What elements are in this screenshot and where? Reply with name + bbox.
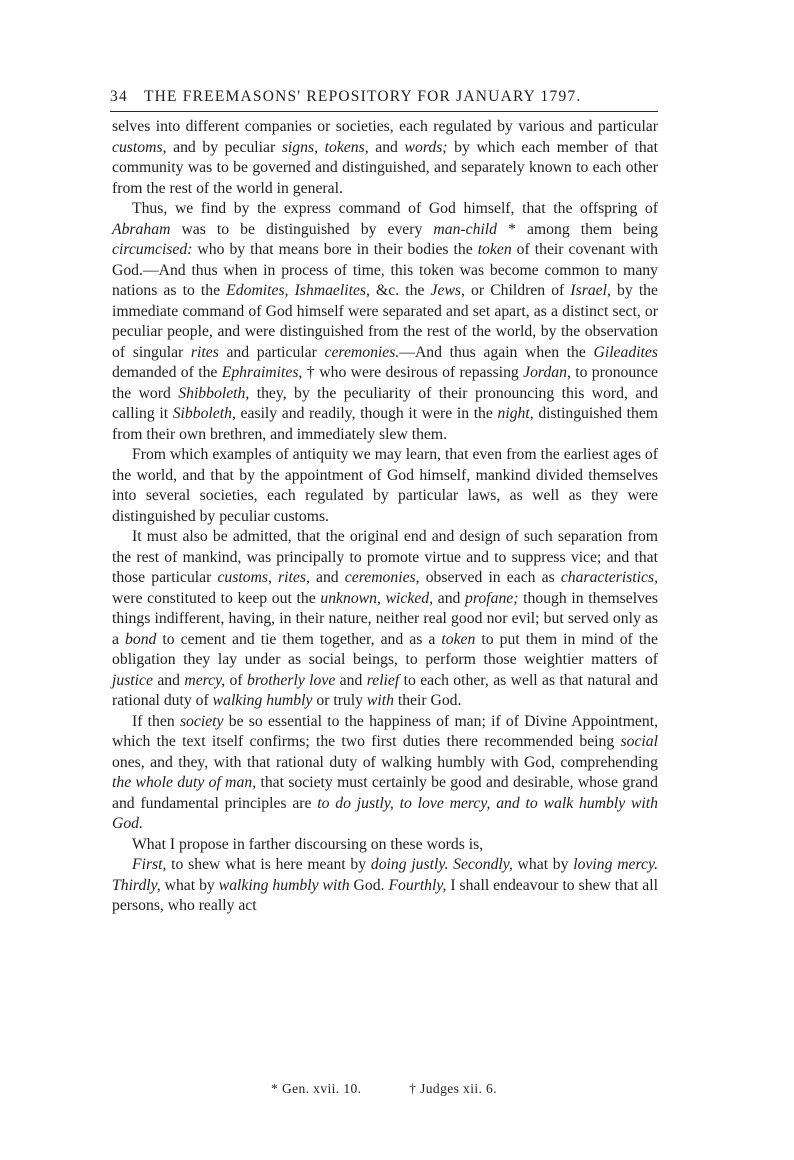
running-title: THE FREEMASONS' REPOSITORY FOR JANUARY 1797. — [144, 88, 582, 105]
paragraph: If then society be so essential to the happiness of man; if of Divine Appointment, which the text itself confirms; the two first duties there recommended being social ones, and they, with that rational duty of walking humbly with God, comprehending the whole duty of man, that society must certainly be good and desirable, whose grand and fundamental principles are to do justly, to love mercy, and to walk humbly with God. — [112, 712, 658, 832]
paragraph: Thus, we find by the express command of God himself, that the offspring of Abraham was to be distinguished by every man-child * among them being circumcised: who by that means bore in their bodies the token of their covenant with God.—And thus when in process of time, this token was become common to many nations as to the Edomites, Ishmaelites, &c. the Jews, or Children of Israel, by the immediate command of God himself were separated and set apart, as a distinct sect, or peculiar people, and were distinguished from the rest of the world, by the observation of singular rites and particular ceremonies.—And thus again when the Gileadites demanded of the Ephraimites, † who were desirous of repassing Jordan, to pronounce the word Shibboleth, they, by the peculiarity of their pronouncing this word, and calling it Sibboleth, easily and readily, though it were in the night, distinguished them from their own brethren, and immediately slew them. — [112, 200, 659, 443]
paragraph: First, to shew what is here meant by doing justly. Secondly, what by loving mercy. Thirdly, what by walking humbly with God. Fourthly, I shall endeavour to shew that all persons, who really act — [112, 856, 659, 914]
page-number: 34 — [110, 88, 128, 105]
paragraph: What I propose in farther discoursing on these words is, — [132, 835, 484, 853]
footnotes — [110, 1081, 658, 1097]
running-header — [110, 84, 658, 110]
body-text — [112, 117, 658, 917]
footnote: † Judges xii. 6. — [409, 1081, 497, 1096]
footnote: * Gen. xvii. 10. — [271, 1081, 362, 1096]
paragraph: From which examples of antiquity we may learn, that even from the earliest ages of the world, and that by the appointment of God himself, mankind divided themselves into several societies, each regulated by particular laws, as well as they were distinguished by peculiar customs. — [112, 446, 658, 525]
header-rule — [110, 111, 658, 112]
paragraph: It must also be admitted, that the original end and design of such separation from the rest of mankind, was principally to promote virtue and to suppress vice; and that those particular customs, rites, and ceremonies, observed in each as characteristics, were constituted to keep out the unknown, wicked, and profane; though in themselves things indifferent, having, in their nature, neither real good nor evil; but served only as a bond to cement and tie them together, and as a token to put them in mind of the obligation they lay under as social beings, to perform those weightier matters of justice and mercy, of brotherly love and relief to each other, as well as that natural and rational duty of walking humbly or truly with their God. — [112, 528, 658, 709]
paragraph: selves into different companies or societies, each regulated by various and particular customs, and by peculiar signs, tokens, and words; by which each member of that community was to be governed and distinguished, and separately known to each other from the rest of the world in general. — [112, 118, 658, 197]
